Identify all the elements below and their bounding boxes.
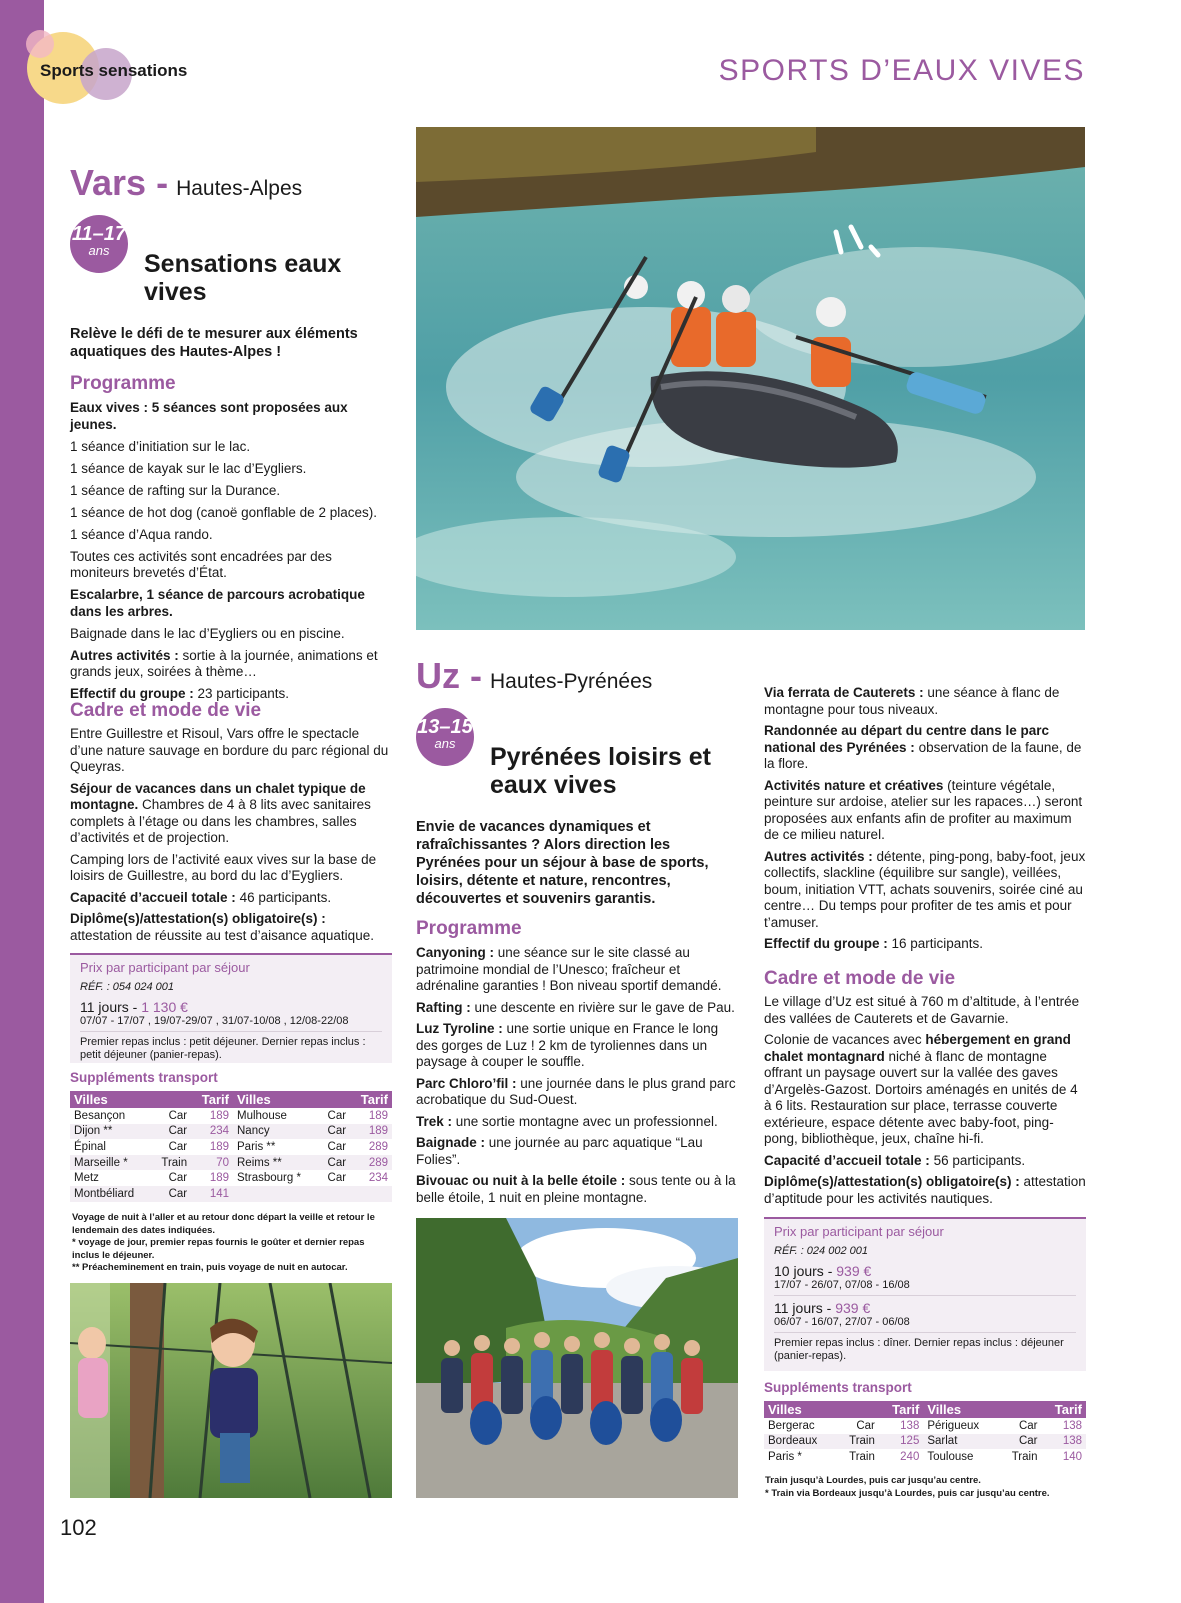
vars-price-heading: Prix par participant par séjour: [80, 960, 250, 975]
uz-name: Uz -: [416, 655, 482, 696]
uz-c2: [764, 1032, 1086, 1148]
vars-transport-city: [233, 1186, 319, 1202]
uz-price-box: [764, 1217, 1086, 1371]
uz-transport-mode: Car: [999, 1434, 1042, 1450]
vars-transport-mode: Car: [327, 1172, 347, 1185]
uz-intro-a: Envie de vacances dynamiques et rafraîchissantes ? Alors: [416, 819, 651, 853]
vars-transport-mode: Train: [151, 1155, 191, 1171]
uz-right-item-1-text: une séance à flanc de montagne pour tous niveaux.: [764, 685, 1060, 717]
vars-col-city-2: Villes: [233, 1091, 350, 1108]
uz-col-price-1: Tarif: [879, 1401, 923, 1418]
vars-transport-city: Metz: [74, 1172, 99, 1185]
uz-c4: [764, 1174, 1086, 1207]
uz-right-item-2: [764, 723, 1086, 773]
vars-note-3: ** Préacheminement en train, puis voyage de nuit en autocar.: [72, 1262, 348, 1273]
uz-transport-city: Bergerac: [768, 1419, 815, 1432]
uz-duration-2: [774, 1300, 1076, 1316]
vars-transport-mode: Car: [151, 1124, 191, 1140]
vars-transport-city: Mulhouse: [237, 1109, 287, 1122]
uz-item-3-label: Luz Tyroline :: [416, 1021, 503, 1036]
vars-duration-1-dates: 07/07 - 17/07 , 19/07-29/07 , 31/07-10/08 , 12/08-22/08: [80, 1015, 382, 1032]
uz-right-item-5-text: 16 participants.: [887, 936, 984, 951]
vars-transport-price: 189: [209, 1140, 229, 1153]
uz-item-5: [416, 1114, 738, 1131]
vars-transport-mode: Car: [168, 1172, 188, 1185]
vars-transport-price: 70: [191, 1155, 233, 1171]
vars-c5: [70, 911, 390, 944]
uz-transport-mode: Train: [836, 1434, 879, 1450]
uz-c4-label: Diplôme(s)/attestation(s) obligatoire(s) :: [764, 1174, 1020, 1189]
vars-transport-heading: Suppléments transport: [70, 1070, 218, 1085]
vars-transport-notes: [72, 1212, 392, 1275]
vars-cadre-text: [70, 726, 390, 944]
vars-c4: [70, 890, 390, 907]
vars-p7: Toutes ces activités sont encadrées par des moniteurs brevetés d’État.: [70, 548, 332, 580]
vars-c4-text: 46 participants.: [235, 889, 332, 905]
vars-col-price-1: Tarif: [191, 1091, 233, 1108]
vars-meals: Premier repas inclus : petit déjeuner. Dernier repas inclus : petit déjeuner (panier-repas).: [80, 1036, 366, 1061]
uz-right-item-4-label: Autres activités :: [764, 848, 873, 864]
uz-price-ref: RÉF. : 024 002 001: [774, 1245, 868, 1257]
vars-transport-mode: Car: [319, 1124, 351, 1140]
vars-price-ref: RÉF. : 054 024 001: [80, 981, 174, 993]
uz-item-4: [416, 1076, 738, 1109]
vars-transport-city: Montbéliard: [70, 1186, 151, 1202]
page-number: 102: [60, 1515, 97, 1540]
uz-right-programme: [764, 685, 1086, 953]
vars-transport-price: 189: [368, 1109, 388, 1122]
uz-item-5-text: une sortie montagne avec un professionnel.: [452, 1113, 718, 1129]
vars-stay-title: Sensations eaux vives: [144, 250, 342, 306]
uz-transport-price: 138: [1041, 1434, 1086, 1450]
uz-transport-row: [764, 1418, 1086, 1434]
uz-item-7-label: Bivouac ou nuit à la belle étoile :: [416, 1173, 626, 1188]
vars-p10-label: Autres activités :: [70, 647, 179, 663]
page-title: SPORTS D’EAUX VIVES: [718, 54, 1085, 87]
vars-p2: 1 séance d’initiation sur le lac.: [70, 438, 251, 454]
left-sidebar-band: [0, 0, 44, 1603]
uz-intro-b: direction les Pyrénées: [416, 837, 671, 871]
uz-right-item-3: [764, 778, 1086, 844]
uz-transport-mode: Car: [856, 1419, 875, 1432]
vars-transport-mode: Car: [168, 1140, 188, 1153]
uz-item-2-label: Rafting :: [416, 999, 471, 1015]
uz-item-6-text: une journée au parc aquatique “Lau Folies”.: [416, 1135, 703, 1167]
uz-right-item-4: [764, 849, 1086, 932]
rafting-photo: [416, 127, 1085, 630]
uz-intro-c: pour un séjour à base de sports, loisirs, détente et nature, rencontres, découvertes et souvenirs garantis.: [416, 855, 709, 907]
uz-item-6: [416, 1135, 738, 1168]
vars-transport-body: [70, 1108, 392, 1202]
uz-transport-table: [764, 1401, 1086, 1465]
vars-note-2: * voyage de jour, premier repas fournis le goûter et dernier repas inclus le déjeuner.: [72, 1237, 365, 1261]
vars-col-price-2: Tarif: [350, 1091, 392, 1108]
uz-item-3: [416, 1021, 738, 1071]
vars-p3: 1 séance de kayak sur le lac d’Eygliers.: [70, 460, 307, 476]
uz-group-photo: [416, 1218, 738, 1498]
vars-c2: [70, 781, 390, 847]
vars-programme-text: [70, 400, 390, 703]
header-circle-pink: [26, 30, 54, 58]
uz-transport-city: Toulouse: [927, 1450, 974, 1463]
uz-c2-a: Colonie de vacances avec: [764, 1032, 926, 1047]
uz-right-item-1-label: Via ferrata de Cauterets :: [764, 685, 924, 700]
uz-duration-1-dates: 17/07 - 26/07, 07/08 - 16/08: [774, 1279, 1076, 1296]
vars-transport-city: Reims **: [233, 1155, 319, 1171]
vars-transport-mode: Car: [327, 1140, 347, 1153]
uz-region: Hautes-Pyrénées: [490, 670, 653, 693]
vars-intro: Relève le défi de te mesurer aux éléments aquatiques des Hautes-Alpes !: [70, 326, 358, 360]
vars-transport-price: [350, 1186, 392, 1202]
vars-p4: 1 séance de rafting sur la Durance.: [70, 482, 281, 498]
vars-c4-label: Capacité d’accueil totale :: [70, 889, 236, 905]
uz-right-item-2-text: observation de la faune, de la flore.: [764, 739, 1082, 771]
uz-transport-notes: [765, 1475, 1087, 1500]
uz-cadre-heading: Cadre et mode de vie: [764, 968, 956, 989]
vars-programme-heading: Programme: [70, 373, 176, 394]
vars-duration-1: [80, 999, 382, 1015]
uz-transport-mode: Car: [1018, 1419, 1038, 1432]
uz-duration-1: [774, 1263, 1076, 1279]
vars-age-badge: [70, 215, 128, 273]
uz-right-item-2-label: Randonnée au départ du centre dans le parc national des Pyrénées :: [764, 723, 1050, 755]
uz-transport-price: 138: [1062, 1419, 1082, 1432]
vars-cadre-heading: Cadre et mode de vie: [70, 700, 262, 721]
uz-c3-text: 56 participants.: [929, 1152, 1026, 1168]
uz-transport-price: 140: [1062, 1450, 1082, 1463]
vars-transport-city: Épinal: [74, 1140, 106, 1153]
vars-transport-city: Strasbourg *: [237, 1172, 301, 1185]
uz-duration-1-price: 939 €: [836, 1263, 872, 1279]
vars-transport-city: Marseille *: [70, 1155, 151, 1171]
vars-destination-title: [70, 162, 302, 204]
vars-transport-city: Besançon: [74, 1109, 126, 1122]
uz-programme-heading: Programme: [416, 918, 522, 939]
uz-stay-title: Pyrénées loisirs et eaux vives: [490, 743, 711, 799]
vars-transport-mode: Car: [151, 1186, 191, 1202]
vars-note-1: Voyage de nuit à l’aller et au retour donc départ la veille et retour le lendemain des dates indiquées.: [72, 1212, 375, 1236]
uz-item-7-text: sous tente ou à la belle étoile, 1 nuit en pleine montagne.: [416, 1173, 736, 1205]
vars-transport-mode: Car: [168, 1109, 188, 1122]
uz-item-7: [416, 1173, 738, 1206]
vars-region: Hautes-Alpes: [176, 177, 303, 200]
vars-transport-price: 289: [368, 1140, 388, 1153]
uz-transport-city: Périgueux: [927, 1419, 980, 1432]
uz-right-item-5: [764, 936, 1086, 953]
vars-transport-price: 141: [191, 1186, 233, 1202]
uz-c2-c: niché à flanc de montagne offrant un paysage ouvert sur la vallée des gaves d’Argelès-Gazost. Dortoirs aménagés en unités de 4 à 6 lits. Restauration sur place, terrasse couverte extérieure, espace détente avec baby-foot, ping-pong, bibliothèque, jeux, chaîne hi-fi.: [764, 1048, 1078, 1146]
vars-transport-price: 189: [209, 1109, 229, 1122]
uz-item-6-label: Baignade :: [416, 1135, 486, 1150]
uz-col-price-2: Tarif: [1041, 1401, 1086, 1418]
uz-item-4-label: Parc Chloro’fil :: [416, 1075, 517, 1091]
uz-col-city-1: Villes: [764, 1401, 879, 1418]
vars-transport-price: 189: [350, 1124, 392, 1140]
uz-transport-price: 125: [879, 1434, 923, 1450]
vars-age-unit: ans: [88, 243, 110, 258]
uz-cadre-text: [764, 994, 1086, 1207]
uz-col-city-2: Villes: [923, 1401, 1041, 1418]
vars-price-box: [70, 953, 392, 1063]
uz-age-unit: ans: [434, 736, 456, 751]
uz-duration-2-price: 939 €: [835, 1300, 871, 1316]
uz-item-3-text: une sortie unique en France le long des gorges de Luz ! 2 km de tyroliennes dans un paysage à couper le souffle.: [416, 1021, 719, 1069]
vars-transport-city: Nancy: [233, 1124, 319, 1140]
uz-c3: [764, 1153, 1086, 1170]
uz-price-heading: Prix par participant par séjour: [774, 1224, 944, 1239]
vars-transport-row: [70, 1108, 392, 1124]
vars-p9: Baignade dans le lac d’Eygliers ou en piscine.: [70, 625, 345, 641]
vars-transport-mode: [319, 1186, 351, 1202]
vars-transport-price: 234: [191, 1124, 233, 1140]
vars-transport-price: 234: [368, 1172, 388, 1185]
uz-right-item-1: [764, 685, 1086, 718]
uz-note-1: Train jusqu’à Lourdes, puis car jusqu’au centre.: [765, 1475, 981, 1486]
uz-meals: Premier repas inclus : dîner. Dernier repas inclus : déjeuner (panier-repas).: [774, 1337, 1064, 1362]
vars-c3: Camping lors de l’activité eaux vives sur la base de loisirs de Guillestre, au bord du lac d’Eygliers.: [70, 851, 377, 883]
uz-transport-city: Paris *: [768, 1450, 802, 1463]
vars-p10: [70, 648, 390, 681]
vars-p1: Eaux vives : 5 séances sont proposées aux jeunes.: [70, 400, 348, 432]
vars-p6: 1 séance d’Aqua rando.: [70, 526, 213, 542]
uz-transport-price: 240: [900, 1450, 920, 1463]
uz-item-4-text: une journée dans le plus grand parc acrobatique du Sud-Ouest.: [416, 1075, 736, 1107]
uz-duration-2-dates: 06/07 - 16/07, 27/07 - 06/08: [774, 1316, 1076, 1333]
vars-duration-1-label: 11 jours -: [80, 999, 142, 1015]
vars-p11-text: 23 participants.: [193, 686, 290, 701]
vars-transport-row: [70, 1124, 392, 1140]
vars-p11-label: Effectif du groupe :: [70, 686, 194, 701]
uz-item-2: [416, 1000, 738, 1017]
section-label: Sports sensations: [40, 61, 188, 80]
uz-programme-text: [416, 945, 738, 1206]
vars-treeclimb-photo: [70, 1283, 392, 1498]
vars-col-city-1: Villes: [70, 1091, 191, 1108]
uz-item-2-text: une descente en rivière sur le gave de Pau.: [470, 999, 735, 1015]
vars-transport-city: Paris **: [237, 1140, 276, 1153]
vars-transport-row: [70, 1155, 392, 1171]
uz-transport-heading: Suppléments transport: [764, 1380, 912, 1395]
uz-transport-row: [764, 1434, 1086, 1450]
vars-name: Vars -: [70, 162, 169, 203]
uz-right-item-4-text: détente, ping-pong, baby-foot, jeux collectifs, slackline (équilibre sur sangle), veillées, boum, initiation VTT, achats souvenirs, soirée ciné au centre… Du temps pour profiter de tes amis et pour t’amuser.: [764, 848, 1086, 930]
vars-transport-row: [70, 1186, 392, 1202]
vars-duration-1-price: 1 130 €: [141, 999, 188, 1015]
uz-item-1-text: une séance sur le site classé au patrimoine mondial de l’Unesco; fraîcheur et adrénaline garanties ! Bon niveau sportif demandé.: [416, 945, 722, 993]
vars-transport-row: [70, 1139, 392, 1155]
uz-c4-text: attestation d’aptitude pour les activités nautiques.: [764, 1174, 1086, 1206]
vars-c2-text: Chambres de 4 à 8 lits avec sanitaires complets à l’étage ou dans les chambres, salles d’activités et de projection.: [70, 797, 371, 845]
vars-transport-row: [70, 1170, 392, 1186]
uz-item-1-label: Canyoning :: [416, 945, 494, 960]
uz-c1: Le village d’Uz est situé à 760 m d’altitude, à l’entrée des vallées de Cauterets et de Gavarnie.: [764, 994, 1080, 1026]
vars-p8: Escalarbre, 1 séance de parcours acrobatique dans les arbres.: [70, 587, 365, 619]
uz-destination-title: [416, 655, 652, 697]
vars-transport-mode: Car: [319, 1155, 351, 1171]
uz-age-badge: [416, 708, 474, 766]
uz-transport-city: Bordeaux: [764, 1434, 836, 1450]
vars-age-range: 11–17: [71, 223, 127, 245]
uz-age-range: 13–15: [417, 716, 473, 738]
vars-transport-table: [70, 1091, 392, 1202]
uz-transport-mode: Train: [849, 1450, 875, 1463]
uz-duration-1-label: 10 jours -: [774, 1263, 837, 1279]
vars-c1: Entre Guillestre et Risoul, Vars offre le spectacle d’une nature sauvage en bordure du parc régional du Queyras.: [70, 726, 389, 774]
uz-item-5-label: Trek :: [416, 1113, 453, 1129]
uz-item-1: [416, 945, 738, 995]
vars-p10-text: sortie à la journée, animations et grands jeux, soirées à thème…: [70, 647, 378, 679]
uz-note-2: * Train via Bordeaux jusqu’à Lourdes, puis car jusqu’au centre.: [765, 1487, 1050, 1499]
uz-c3-label: Capacité d’accueil totale :: [764, 1152, 930, 1168]
uz-c2-b: hébergement en grand chalet montagnard: [764, 1032, 1071, 1064]
uz-transport-row: [764, 1449, 1086, 1465]
vars-transport-price: 289: [350, 1155, 392, 1171]
uz-right-item-3-label: Activités nature et créatives: [764, 777, 944, 793]
vars-transport-city: Dijon **: [70, 1124, 151, 1140]
uz-transport-city: Sarlat: [923, 1434, 998, 1450]
uz-transport-price: 138: [900, 1419, 920, 1432]
uz-transport-mode: Train: [1011, 1450, 1038, 1463]
uz-transport-body: [764, 1418, 1086, 1465]
uz-duration-2-label: 11 jours -: [774, 1300, 836, 1316]
vars-p5: 1 séance de hot dog (canoë gonflable de 2 places).: [70, 504, 377, 520]
uz-right-item-3-text: (teinture végétale, peinture sur ardoise, atelier sur les rapaces…) seront proposées aux enfants afin de profiter au maximum de ce milieu naturel.: [764, 777, 1083, 842]
vars-c5-text: attestation de réussite au test d’aisance aquatique.: [70, 927, 374, 943]
vars-transport-price: 189: [209, 1172, 229, 1185]
vars-c5-label: Diplôme(s)/attestation(s) obligatoire(s) :: [70, 911, 326, 926]
vars-transport-mode: Car: [327, 1109, 347, 1122]
uz-right-item-5-label: Effectif du groupe :: [764, 936, 888, 951]
uz-intro: [416, 818, 736, 908]
vars-c2-label: Séjour de vacances dans un chalet typique de montagne.: [70, 780, 366, 812]
